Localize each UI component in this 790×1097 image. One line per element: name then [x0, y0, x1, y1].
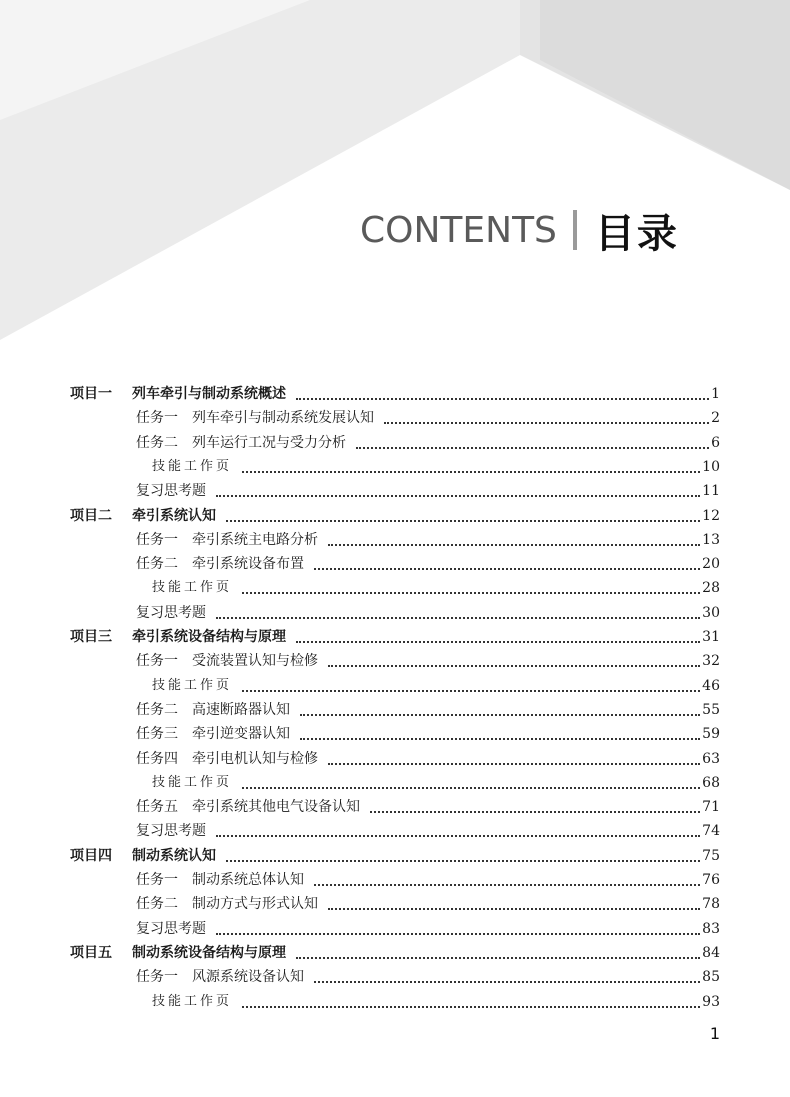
toc-entry-label: 复习思考题	[136, 823, 206, 840]
toc-entry-page: 83	[702, 920, 720, 937]
toc-entry-label: 任务一	[136, 872, 178, 888]
toc-entry-page: 93	[702, 993, 720, 1010]
toc-leader-dots	[242, 690, 700, 692]
toc-entry-label: 任务一	[136, 410, 178, 427]
toc-entry-text	[152, 674, 232, 698]
toc-leader-dots	[226, 860, 700, 862]
toc-entry-page: 78	[702, 896, 720, 913]
toc-entry-label: 任务五	[136, 799, 178, 816]
toc-entry-page: 84	[702, 944, 720, 961]
toc-entry-label: 项目五	[70, 944, 112, 961]
toc-entry-page: 59	[702, 726, 720, 743]
toc-entry-page: 13	[702, 531, 720, 548]
toc-entry-page: 10	[702, 458, 720, 475]
toc-entry-text	[136, 431, 346, 455]
toc-entry-task[interactable]	[0, 795, 790, 819]
toc-entry-text	[70, 941, 286, 965]
contents-heading: CONTENTS	[360, 209, 557, 251]
toc-entry-page: 28	[702, 580, 720, 597]
toc-entry-task[interactable]	[0, 722, 790, 746]
toc-entry-text	[136, 892, 318, 916]
toc-entry-title: 牵引系统其他电气设备认知	[192, 799, 360, 816]
toc-entry-review[interactable]	[0, 819, 790, 843]
toc-title: 目录	[594, 210, 679, 257]
toc-entry-task[interactable]	[0, 406, 790, 430]
toc-entry-task[interactable]	[0, 431, 790, 455]
toc-entry-page: 2	[711, 410, 720, 427]
toc-entry-project[interactable]	[0, 504, 790, 528]
toc-entry-text	[70, 382, 286, 406]
toc-leader-dots	[216, 495, 700, 497]
toc-entry-text	[152, 576, 232, 600]
toc-entry-text	[136, 868, 304, 892]
toc-entry-task[interactable]	[0, 892, 790, 916]
toc-leader-dots	[300, 714, 700, 716]
toc-entry-label: 复习思考题	[136, 604, 206, 621]
toc-entry-label: 技能工作页	[152, 458, 233, 474]
toc-entry-text	[136, 917, 206, 941]
toc-entry-project[interactable]	[0, 844, 790, 868]
toc-entry-label: 任务二	[136, 896, 178, 913]
toc-leader-dots	[216, 617, 700, 619]
toc-entry-project[interactable]	[0, 382, 790, 406]
toc-entry-label: 任务二	[136, 556, 178, 573]
toc-entry-text	[136, 819, 206, 843]
toc-leader-dots	[216, 933, 700, 935]
toc-entry-work[interactable]	[0, 576, 790, 600]
toc-entry-label: 任务一	[136, 653, 178, 670]
toc-entry-text	[136, 406, 374, 430]
toc-entry-work[interactable]	[0, 455, 790, 479]
toc-leader-dots	[328, 544, 700, 546]
toc-leader-dots	[384, 422, 709, 424]
toc-entry-text	[70, 844, 216, 868]
toc-entry-text	[136, 722, 290, 746]
toc-entry-text	[152, 771, 232, 795]
toc-entry-title: 制动系统认知	[132, 847, 216, 864]
toc-leader-dots	[328, 763, 700, 765]
toc-entry-work[interactable]	[0, 674, 790, 698]
toc-entry-page: 75	[702, 847, 720, 864]
toc-entry-title: 牵引系统认知	[132, 507, 216, 524]
toc-entry-task[interactable]	[0, 528, 790, 552]
toc-leader-dots	[314, 884, 700, 886]
toc-entry-text	[136, 795, 360, 819]
toc-entry-text	[152, 990, 232, 1014]
toc-entry-label: 技能工作页	[152, 580, 233, 596]
toc-entry-text	[136, 649, 318, 673]
toc-leader-dots	[370, 811, 700, 813]
toc-entry-label: 项目二	[70, 507, 112, 524]
toc-entry-page: 74	[702, 823, 720, 840]
toc-entry-text	[136, 552, 304, 576]
toc-entry-title: 受流装置认知与检修	[192, 653, 318, 670]
toc-leader-dots	[314, 981, 700, 983]
toc-entry-text	[152, 455, 232, 479]
page-number: 1	[709, 1024, 720, 1043]
toc-entry-label: 项目四	[70, 847, 112, 864]
toc-entry-label: 项目一	[70, 386, 112, 402]
toc-entry-label: 任务三	[136, 726, 178, 743]
toc-entry-text	[136, 698, 290, 722]
toc-leader-dots	[296, 957, 700, 959]
toc-leader-dots	[242, 787, 700, 789]
toc-entry-label: 项目三	[70, 629, 112, 645]
toc-leader-dots	[328, 665, 700, 667]
toc-entry-title: 列车运行工况与受力分析	[192, 434, 346, 451]
toc-entry-page: 1	[711, 386, 720, 402]
toc-entry-title: 制动方式与形式认知	[192, 896, 318, 913]
toc-entry-task[interactable]	[0, 552, 790, 576]
toc-leader-dots	[242, 592, 700, 594]
toc-leader-dots	[328, 908, 700, 910]
toc-entry-page: 46	[702, 677, 720, 694]
toc-entry-title: 牵引电机认知与检修	[192, 750, 318, 767]
toc-entry-label: 任务一	[136, 969, 178, 986]
toc-entry-label: 技能工作页	[152, 774, 233, 790]
toc-entry-label: 技能工作页	[152, 993, 233, 1009]
toc-entry-work[interactable]	[0, 771, 790, 795]
toc-leader-dots	[356, 447, 709, 449]
toc-entry-text	[136, 601, 206, 625]
toc-entry-title: 牵引逆变器认知	[192, 726, 290, 743]
toc-entry-label: 任务二	[136, 701, 178, 718]
header-separator	[573, 210, 577, 250]
toc-leader-dots	[300, 738, 700, 740]
toc-entry-label: 任务二	[136, 434, 178, 451]
toc-leader-dots	[216, 835, 700, 837]
toc-entry-title: 风源系统设备认知	[192, 969, 304, 986]
toc-entry-label: 任务一	[136, 531, 178, 548]
toc-entry-text	[70, 625, 286, 649]
toc-entry-page: 31	[702, 629, 720, 645]
toc-entry-text	[136, 965, 304, 989]
toc-entry-review[interactable]	[0, 917, 790, 941]
toc-entry-title: 牵引系统主电路分析	[192, 531, 318, 548]
toc-entry-page: 71	[702, 799, 720, 816]
toc-leader-dots	[296, 398, 709, 400]
toc-entry-label: 复习思考题	[136, 920, 206, 937]
toc-entry-task[interactable]	[0, 868, 790, 892]
toc-entry-page: 20	[702, 556, 720, 573]
toc-entry-page: 63	[702, 750, 720, 767]
toc-entry-page: 11	[702, 483, 720, 500]
toc-entry-page: 32	[702, 653, 720, 670]
toc-entry-project[interactable]	[0, 941, 790, 965]
toc-leader-dots	[314, 568, 700, 570]
toc-entry-review[interactable]	[0, 479, 790, 503]
toc-entry-page: 12	[702, 507, 720, 524]
toc-entry-title: 列车牵引与制动系统概述	[132, 386, 286, 402]
toc-entry-title: 牵引系统设备布置	[192, 556, 304, 573]
toc-entry-label: 任务四	[136, 750, 178, 767]
toc-entry-review[interactable]	[0, 601, 790, 625]
toc-entry-title: 制动系统总体认知	[192, 872, 304, 888]
toc-entry-task[interactable]	[0, 698, 790, 722]
toc-header	[360, 205, 679, 255]
toc-leader-dots	[296, 641, 700, 643]
toc-entry-title: 牵引系统设备结构与原理	[132, 629, 286, 645]
toc-entry-task[interactable]	[0, 649, 790, 673]
toc-entry-page: 30	[702, 604, 720, 621]
toc-entry-page: 55	[702, 701, 720, 718]
toc-entry-text	[136, 747, 318, 771]
toc-entry-task[interactable]	[0, 747, 790, 771]
toc-entry-work[interactable]	[0, 990, 790, 1014]
toc-entry-task[interactable]	[0, 965, 790, 989]
toc-entry-text	[70, 504, 216, 528]
toc-entry-page: 6	[711, 434, 720, 451]
toc-leader-dots	[226, 520, 700, 522]
toc-entry-label: 技能工作页	[152, 677, 233, 693]
toc-entry-label: 复习思考题	[136, 483, 206, 500]
toc-entry-title: 列车牵引与制动系统发展认知	[192, 410, 374, 427]
toc-entry-title: 制动系统设备结构与原理	[132, 944, 286, 961]
toc-entry-page: 76	[702, 872, 720, 888]
toc-leader-dots	[242, 471, 700, 473]
toc-leader-dots	[242, 1006, 700, 1008]
toc-entry-text	[136, 528, 318, 552]
toc-entry-page: 85	[702, 969, 720, 986]
toc-entry-text	[136, 479, 206, 503]
toc-entry-page: 68	[702, 774, 720, 791]
header-background-shapes	[0, 0, 790, 340]
toc-entry-title: 高速断路器认知	[192, 701, 290, 718]
toc-entry-project[interactable]	[0, 625, 790, 649]
